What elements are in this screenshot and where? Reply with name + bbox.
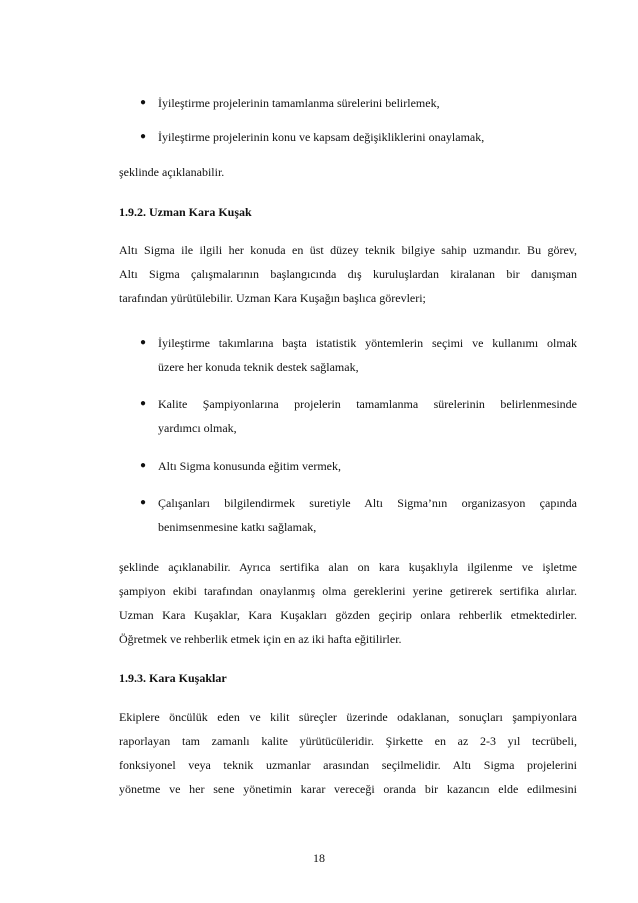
paragraph-line: şampiyon ekibi tarafından onaylanmış olma gereklerini yerine getirerek sertifika alırlar.	[119, 584, 577, 598]
paragraph-line: tarafından yürütülebilir. Uzman Kara Kuşağın başlıca görevleri;	[119, 291, 426, 305]
paragraph-line: raporlayan tam zamanlı kalite yürütücüleridir. Şirkette en az 2-3 yıl tecrübeli,	[119, 734, 577, 748]
bullet-icon: ●	[140, 398, 147, 409]
paragraph-line: Altı Sigma ile ilgili her konuda en üst düzey teknik bilgiye sahip uzmandır. Bu görev,	[119, 243, 577, 257]
bullet-icon: ●	[140, 97, 147, 108]
bullet-text: İyileştirme takımlarına başta istatistik yöntemlerin seçimi ve kullanımı olmak	[158, 336, 577, 350]
paragraph-line: Uzman Kara Kuşaklar, Kara Kuşakları gözden geçirip onlara rehberlik etmektedirler.	[119, 608, 577, 622]
paragraph-line: şeklinde açıklanabilir.	[119, 165, 225, 179]
bullet-icon: ●	[140, 460, 147, 471]
bullet-text: Altı Sigma konusunda eğitim vermek,	[158, 459, 341, 473]
paragraph-line: fonksiyonel veya teknik uzmanlar arasından seçilmelidir. Altı Sigma projelerini	[119, 758, 577, 772]
paragraph-line: Altı Sigma çalışmalarının başlangıcında dış kuruluşlardan kiralanan bir danışman	[119, 267, 577, 281]
paragraph-line: yönetme ve her sene yönetimin karar vereceği oranda bir kazancın elde edilmesini	[119, 782, 577, 796]
paragraph-line: şeklinde açıklanabilir. Ayrıca sertifika alan on kara kuşaklıyla ilgilenme ve işletme	[119, 560, 577, 574]
bullet-icon: ●	[140, 497, 147, 508]
bullet-text: İyileştirme projelerinin konu ve kapsam değişikliklerini onaylamak,	[158, 130, 485, 144]
section-heading: 1.9.3. Kara Kuşaklar	[119, 671, 227, 685]
page-number: 18	[313, 851, 325, 865]
bullet-text: Çalışanları bilgilendirmek suretiyle Altı Sigma’nın organizasyon çapında	[158, 496, 577, 510]
bullet-text: yardımcı olmak,	[158, 421, 237, 435]
paragraph-line: Ekiplere öncülük eden ve kilit süreçler üzerinde odaklanan, sonuçları şampiyonlara	[119, 710, 577, 724]
bullet-icon: ●	[140, 337, 147, 348]
bullet-text: üzere her konuda teknik destek sağlamak,	[158, 360, 359, 374]
bullet-text: İyileştirme projelerinin tamamlanma sürelerini belirlemek,	[158, 96, 440, 110]
bullet-icon: ●	[140, 131, 147, 142]
section-heading: 1.9.2. Uzman Kara Kuşak	[119, 205, 252, 219]
bullet-text: Kalite Şampiyonlarına projelerin tamamlanma sürelerinin belirlenmesinde	[158, 397, 577, 411]
paragraph-line: Öğretmek ve rehberlik etmek için en az iki hafta eğitilirler.	[119, 632, 402, 646]
bullet-text: benimsenmesine katkı sağlamak,	[158, 520, 317, 534]
